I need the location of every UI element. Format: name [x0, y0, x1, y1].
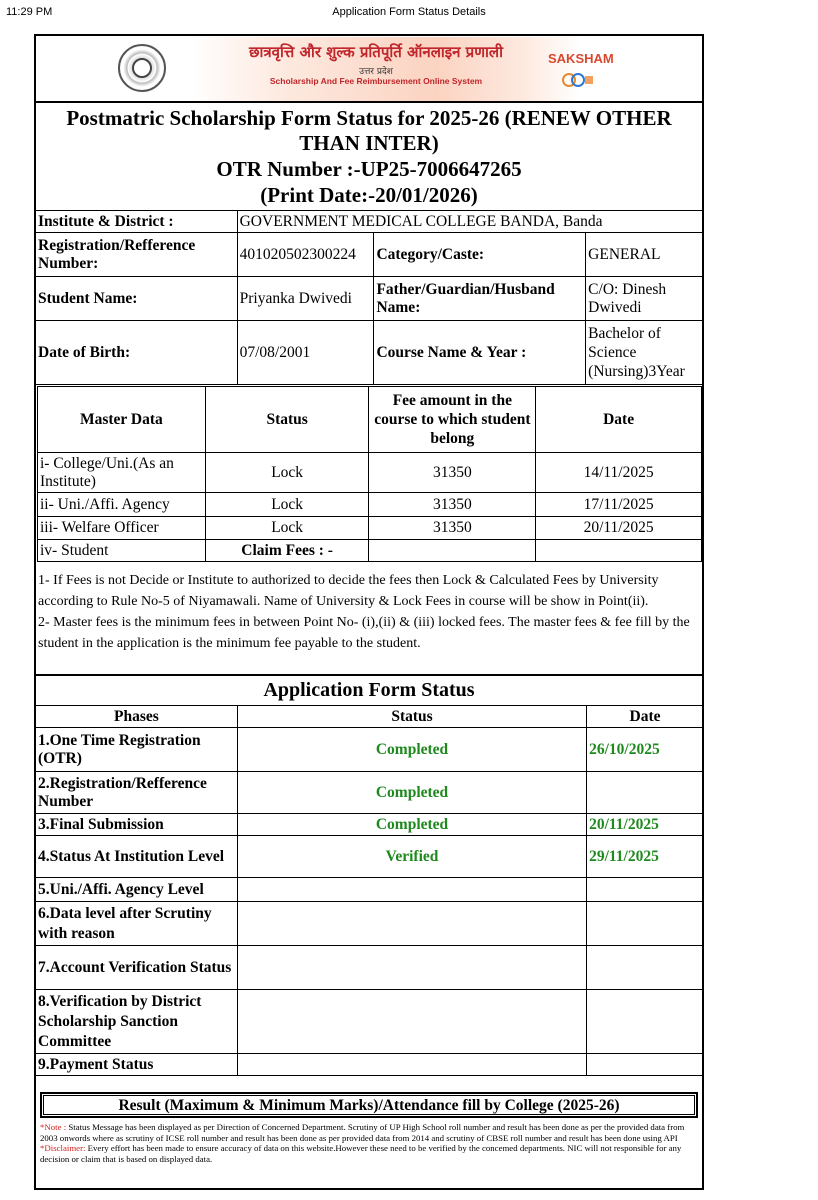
master-header-data: Master Data [38, 387, 206, 453]
phase-label: 9.Payment Status [36, 1054, 238, 1076]
course-value: Bachelor of Science (Nursing)3Year [586, 321, 704, 385]
banner-state: उत्तर प्रदेश [359, 67, 393, 77]
phase-status: Verified [237, 836, 586, 878]
student-name-label: Student Name: [36, 277, 238, 321]
student-name-value: Priyanka Dwivedi [237, 277, 374, 321]
phase-status: Completed [237, 772, 586, 814]
master-phase: ii- Uni./Affi. Agency [38, 493, 206, 517]
table-row [36, 836, 704, 878]
institute-label: Institute & District : [36, 211, 238, 233]
table-row [38, 453, 702, 493]
fee-notes [38, 570, 698, 654]
status-header-phases: Phases [36, 706, 238, 728]
table-row [38, 540, 702, 562]
master-status: Lock [205, 453, 369, 493]
father-name-label: Father/Guardian/Husband Name: [374, 277, 586, 321]
table-row [36, 878, 704, 902]
category-value: GENERAL [586, 233, 704, 277]
print-header [0, 0, 818, 26]
table-row [36, 990, 704, 1054]
up-state-emblem-icon [118, 44, 166, 92]
fee-note-2: 2- Master fees is the minimum fees in between Point No- (i),(ii) & (iii) locked fees. The master fees & fee fill by the student in the application is the minimum fee payable to the student. [38, 615, 690, 651]
table-row [36, 814, 704, 836]
master-date: 17/11/2025 [536, 493, 702, 517]
master-status: Lock [205, 517, 369, 540]
table-row [36, 772, 704, 814]
student-row-label: iv- Student [38, 540, 206, 562]
phase-date [587, 902, 704, 946]
student-info-table [35, 210, 704, 385]
claim-fees: Claim Fees : - [205, 540, 369, 562]
master-date: 14/11/2025 [536, 453, 702, 493]
master-date: 20/11/2025 [536, 517, 702, 540]
master-phase: iii- Welfare Officer [38, 517, 206, 540]
registration-value: 401020502300224 [237, 233, 374, 277]
phase-date [587, 946, 704, 990]
otr-number: OTR Number :-UP25-7006647265 [216, 157, 522, 181]
phase-date [587, 1054, 704, 1076]
phase-label: 6.Data level after Scrutiny with reason [36, 902, 238, 946]
phase-status [237, 990, 586, 1054]
application-status-title: Application Form Status [263, 679, 475, 701]
phase-label: 4.Status At Institution Level [36, 836, 238, 878]
phase-date: 26/10/2025 [587, 728, 704, 772]
master-header-date: Date [536, 387, 702, 453]
note-label: *Note : [40, 1122, 67, 1132]
master-fee: 31350 [369, 517, 536, 540]
phase-status [237, 946, 586, 990]
disclaimer-label: *Disclaimer: [40, 1143, 86, 1153]
phase-status [237, 878, 586, 902]
master-fee: 31350 [369, 493, 536, 517]
phase-status: Completed [237, 728, 586, 772]
registration-label: Registration/Refference Number: [36, 233, 238, 277]
phase-date: 20/11/2025 [587, 814, 704, 836]
phase-status [237, 1054, 586, 1076]
father-name-value: C/O: Dinesh Dwivedi [586, 277, 704, 321]
banner-hindi-title: छात्रवृत्ति और शुल्क प्रतिपूर्ति ऑनलाइन प्रणाली [248, 43, 503, 61]
institute-value: GOVERNMENT MEDICAL COLLEGE BANDA, Banda [237, 211, 703, 233]
phase-label: 1.One Time Registration (OTR) [36, 728, 238, 772]
disclaimer-text: Every effort has been made to ensure accuracy of data on this website.However these need to be verified by the concemed departments. NIC will not responsible for any decision or claim that is based on displayed data. [40, 1143, 682, 1164]
footnote [40, 1122, 690, 1164]
phase-label: 5.Uni./Affi. Agency Level [36, 878, 238, 902]
phase-status: Completed [237, 814, 586, 836]
table-row [38, 493, 702, 517]
dob-label: Date of Birth: [36, 321, 238, 385]
saksham-logo-icon [560, 70, 594, 90]
phase-label: 7.Account Verification Status [36, 946, 238, 990]
phase-date: 29/11/2025 [587, 836, 704, 878]
dob-value: 07/08/2001 [237, 321, 374, 385]
category-label: Category/Caste: [374, 233, 586, 277]
form-title-line1: Postmatric Scholarship Form Status for 2025-26 (RENEW OTHER [66, 106, 672, 130]
table-row [38, 517, 702, 540]
print-time: 11:29 PM [6, 6, 53, 18]
application-status-table [35, 705, 704, 1076]
course-label: Course Name & Year : [374, 321, 586, 385]
result-title: Result (Maximum & Minimum Marks)/Attendance fill by College (2025-26) [43, 1095, 695, 1115]
master-fee: 31350 [369, 453, 536, 493]
table-row [36, 1054, 704, 1076]
fee-note-1: 1- If Fees is not Decide or Institute to authorized to decide the fees then Lock & Calculated Fees by University according to Rule No-5 of Niyamawali. Name of University & Lock Fees in course will be show in Point(ii). [38, 573, 659, 609]
master-status: Lock [205, 493, 369, 517]
master-data-table [37, 386, 702, 562]
form-title-line2: THAN INTER) [299, 131, 439, 155]
phase-label: 2.Registration/Refference Number [36, 772, 238, 814]
table-row [36, 728, 704, 772]
phase-label: 8.Verification by District Scholarship Sanction Committee [36, 990, 238, 1054]
print-title: Application Form Status Details [332, 6, 486, 18]
phase-date [587, 772, 704, 814]
phase-date [587, 878, 704, 902]
phase-date [587, 990, 704, 1054]
master-header-fee: Fee amount in the course to which student belong [369, 387, 536, 453]
table-row [36, 902, 704, 946]
note-text: Status Message has been displayed as per Direction of Concerned Department. Scrutiny of UP High School roll number and result has been done as per the provided data from 2003 onwords where as scrutiny of ICSE roll number and result has been done as per provided data from 2014 and scrutiny of CBSE roll number and result has been done using API [40, 1122, 685, 1143]
saksham-brand: SAKSHAM [548, 51, 614, 66]
phase-label: 3.Final Submission [36, 814, 238, 836]
status-header-status: Status [237, 706, 586, 728]
table-row [36, 946, 704, 990]
master-phase: i- College/Uni.(As an Institute) [38, 453, 206, 493]
phase-status [237, 902, 586, 946]
banner-english-title: Scholarship And Fee Reimbursement Online System [269, 76, 483, 86]
print-date: (Print Date:-20/01/2026) [260, 183, 478, 207]
master-header-status: Status [205, 387, 369, 453]
status-header-date: Date [587, 706, 704, 728]
